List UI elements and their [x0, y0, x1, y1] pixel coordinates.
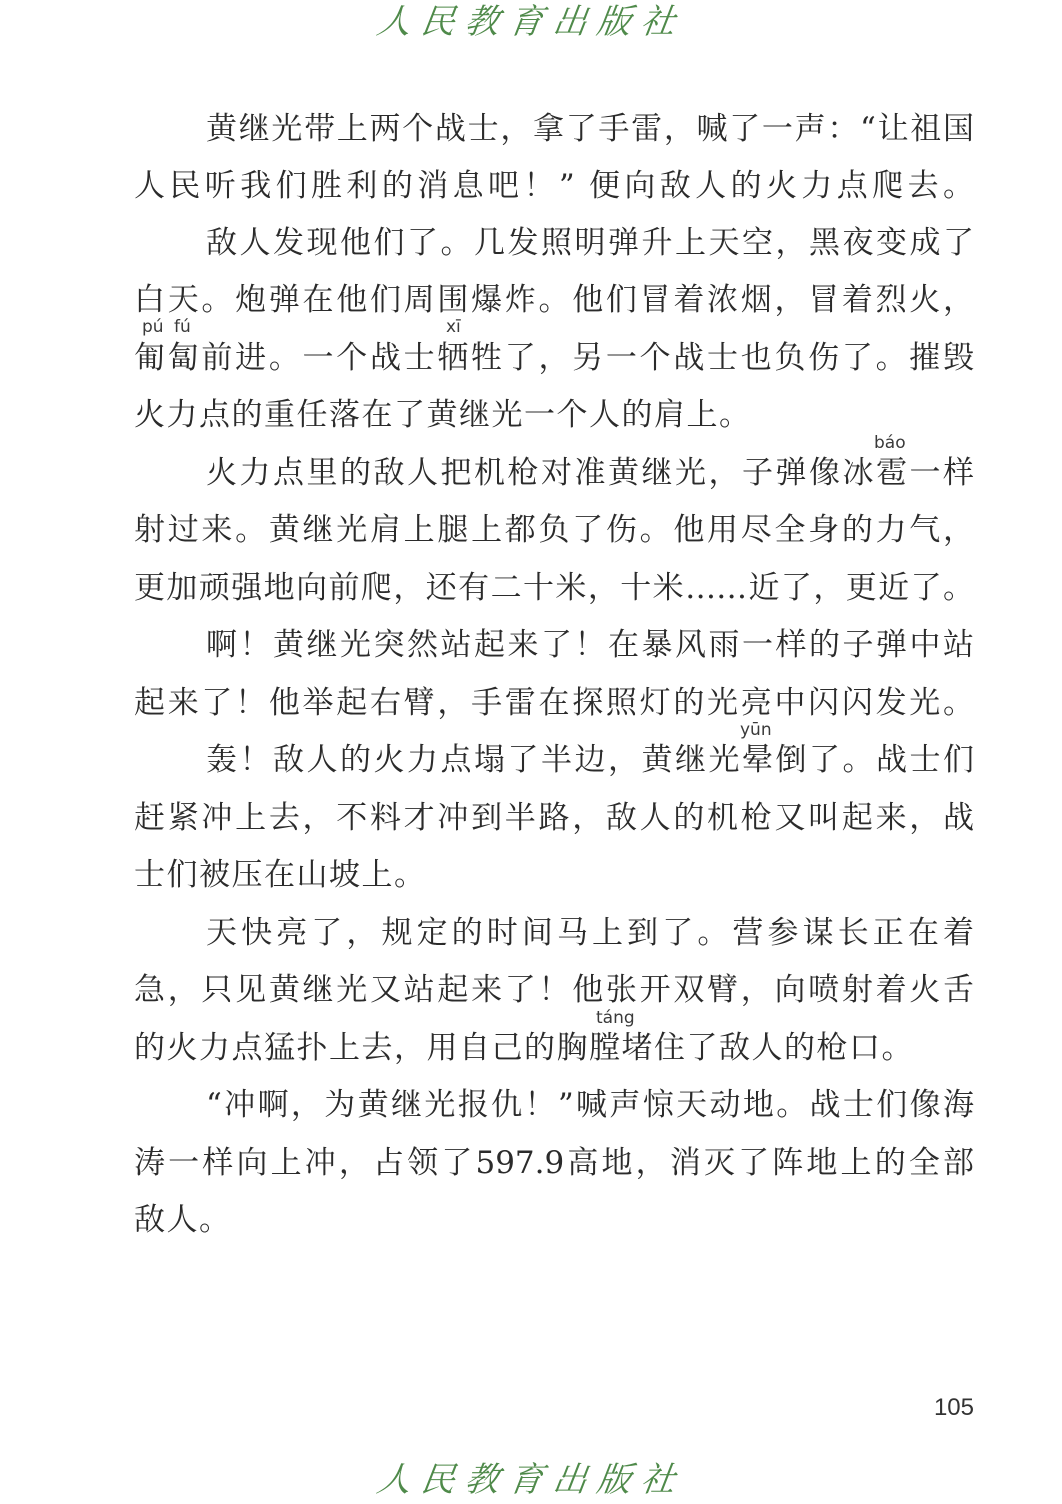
pinyin-pu: pú — [142, 317, 164, 337]
pinyin-bao: báo — [874, 433, 906, 453]
pinyin-yun: yūn — [740, 720, 772, 740]
pinyin-fu: fú — [174, 317, 191, 337]
paragraph-3-line-2: 射过来。黄继光肩上腿上都负了伤。他用尽全身的力气， — [134, 512, 974, 548]
paragraph-6-line-3: 的火力点猛扑上去，用自己的胸膛堵住了敌人的枪口。 — [134, 1030, 914, 1066]
publisher-footer: 人民教育出版社 — [374, 1460, 688, 1500]
paragraph-7-line-2: 涛一样向上冲，占领了597.9高地，消灭了阵地上的全部 — [134, 1145, 974, 1181]
paragraph-1-line-2: 人民听我们胜利的消息吧！” 便向敌人的火力点爬去。 — [134, 168, 974, 204]
paragraph-3-line-3: 更加顽强地向前爬，还有二十米，十米……近了，更近了。 — [134, 570, 974, 606]
paragraph-2-line-2: 白天。炮弹在他们周围爆炸。他们冒着浓烟，冒着烈火， — [134, 282, 974, 318]
publisher-header: 人民教育出版社 — [374, 2, 688, 42]
paragraph-3-line-1: 火力点里的敌人把机枪对准黄继光，子弹像冰雹一样 — [206, 455, 974, 491]
paragraph-6-line-2: 急，只见黄继光又站起来了！他张开双臂，向喷射着火舌 — [134, 972, 974, 1008]
paragraph-1-line-1: 黄继光带上两个战士，拿了手雷，喊了一声：“让祖国 — [206, 111, 974, 147]
paragraph-7-line-1: “冲啊，为黄继光报仇！”喊声惊天动地。战士们像海 — [206, 1087, 974, 1123]
page-number: 105 — [933, 1394, 974, 1421]
paragraph-4-line-1: 啊！黄继光突然站起来了！在暴风雨一样的子弹中站 — [206, 627, 974, 663]
paragraph-2-line-1: 敌人发现他们了。几发照明弹升上天空，黑夜变成了 — [206, 225, 974, 261]
paragraph-5-line-1: 轰！敌人的火力点塌了半边，黄继光晕倒了。战士们 — [206, 742, 974, 778]
paragraph-5-line-3: 士们被压在山坡上。 — [134, 857, 427, 893]
pinyin-xi: xī — [446, 317, 461, 337]
paragraph-5-line-2: 赶紧冲上去，不料才冲到半路，敌人的机枪又叫起来，战 — [134, 800, 974, 836]
paragraph-7-line-3: 敌人。 — [134, 1202, 232, 1238]
paragraph-4-line-2: 起来了！他举起右臂，手雷在探照灯的光亮中闪闪发光。 — [134, 685, 974, 721]
paragraph-2-line-4: 火力点的重任落在了黄继光一个人的肩上。 — [134, 397, 752, 433]
paragraph-6-line-1: 天快亮了，规定的时间马上到了。营参谋长正在着 — [206, 915, 974, 951]
paragraph-2-line-3: 匍匐前进。一个战士牺牲了，另一个战士也负伤了。摧毁 — [134, 340, 974, 376]
pinyin-tang: táng — [596, 1008, 635, 1028]
